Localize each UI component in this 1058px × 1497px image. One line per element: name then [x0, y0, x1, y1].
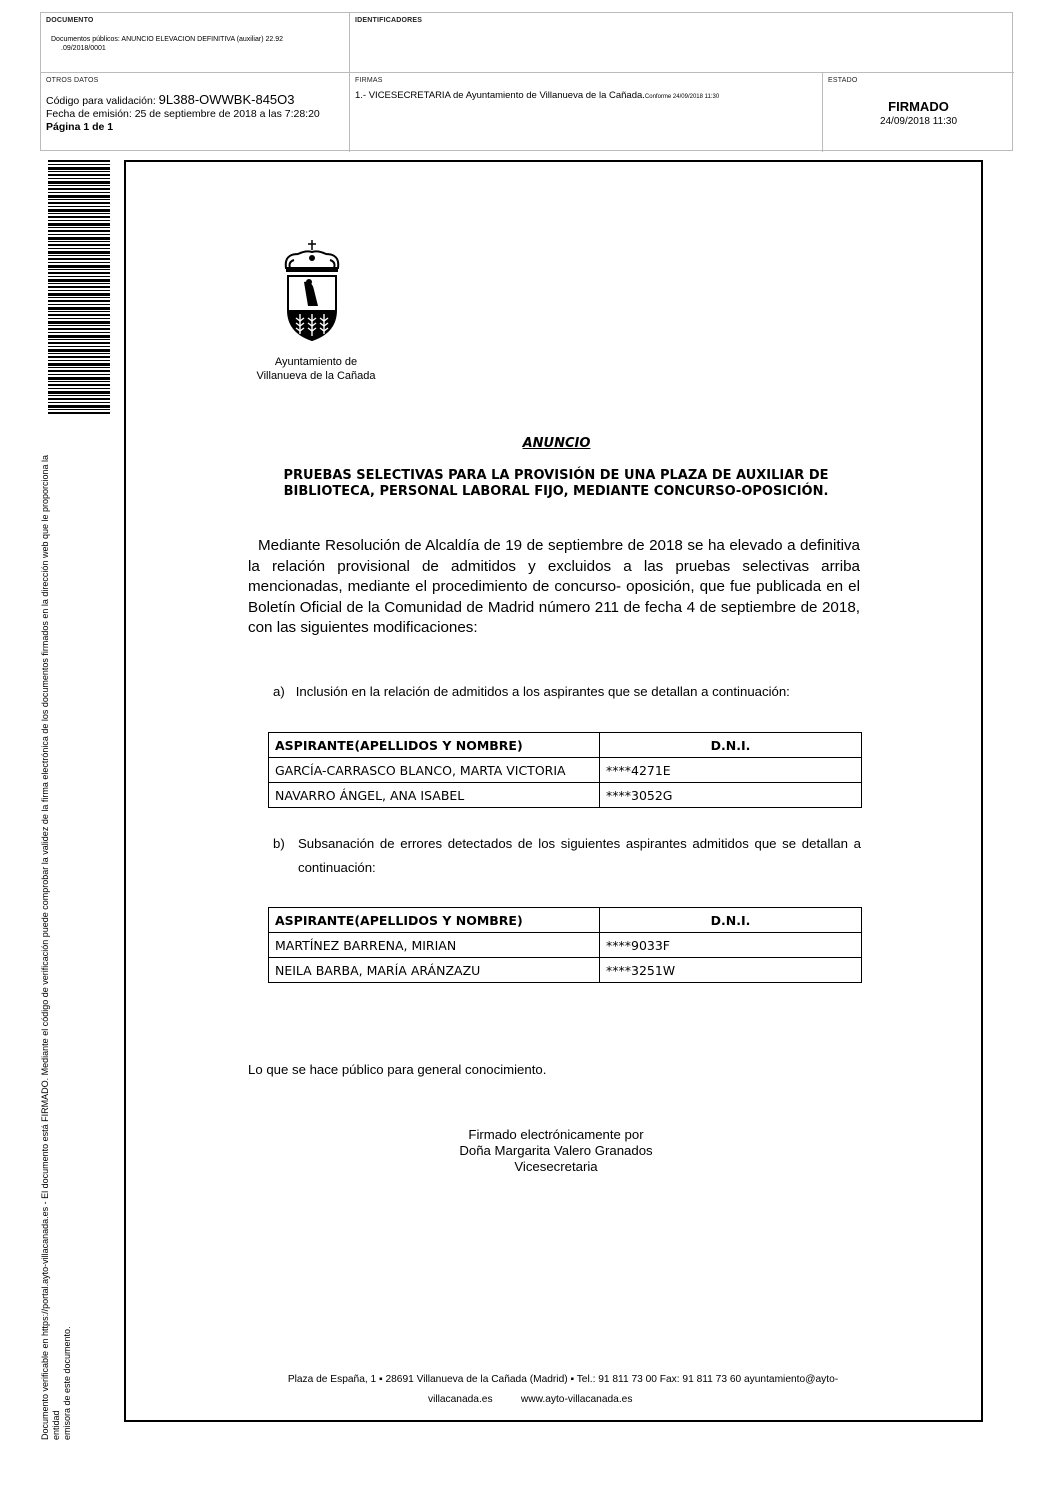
coat-of-arms-icon — [276, 240, 356, 350]
column-header: ASPIRANTE(APELLIDOS Y NOMBRE) — [269, 908, 600, 933]
table-cell: NAVARRO ÁNGEL, ANA ISABEL — [269, 783, 600, 808]
list-item-b: b) Subsanación de errores detectados de los siguientes aspirantes admitidos que se detallan a continuación: — [273, 836, 861, 875]
table-row — [269, 783, 862, 808]
estado-label: ESTADO — [828, 77, 858, 84]
table-cell: MARTÍNEZ BARRENA, MIRIAN — [269, 933, 600, 958]
estado-cell — [823, 73, 1014, 152]
firma-entry: 1.- VICESECRETARIA de Ayuntamiento de Villanueva de la Cañada.Conforme 24/09/2018 11:30 — [355, 90, 720, 101]
subtitle: PRUEBAS SELECTIVAS PARA LA PROVISIÓN DE UNA PLAZA DE AUXILIAR DE BIBLIOTECA, PERSONAL LABORAL FIJO, MEDIANTE CONCURSO-OPOSICIÓN. — [283, 468, 829, 499]
table-row — [269, 758, 862, 783]
column-header: D.N.I. — [600, 908, 862, 933]
page-title: ANUNCIO — [522, 436, 591, 451]
table-cell: ****4271E — [600, 758, 862, 783]
documento-cell — [41, 13, 350, 73]
body-paragraph: Mediante Resolución de Alcaldía de 19 de septiembre de 2018 se ha elevado a definitiva la relación provisional de admitidos y excluidos a las pruebas selectivas arriba mencionadas, mediante el procedimiento de concurso- oposición, que fue publicada en el Boletín Oficial de la Comunidad de Madrid número 211 de fecha 4 de septiembre de 2018, con las siguientes modificaciones: — [248, 537, 860, 636]
table-cell: ****9033F — [600, 933, 862, 958]
page-footer: Plaza de España, 1 ▪ 28691 Villanueva de la Cañada (Madrid) ▪ Tel.: 91 811 73 00 Fax: 91 811 73 60 ayuntamiento@ayto- villacanada.es www.ayto-villacanada.es — [287, 1374, 839, 1405]
table-row — [269, 933, 862, 958]
verification-side-text: Documento verificable en https://portal.ayto-villacanada.es - El documento está FIRMADO. Mediante el código de verificación puede comprobar la validez de la firma electrónica de los documentos firmados en la dirección web que le proporciona la entidad emisora de este documento. — [40, 454, 72, 1440]
estado-date: 24/09/2018 11:30 — [879, 116, 958, 127]
municipality-logo-text: Ayuntamiento de Villanueva de la Cañada — [256, 356, 376, 382]
column-header: D.N.I. — [600, 733, 862, 758]
otros-datos-cell — [41, 73, 350, 152]
table-cell: ****3052G — [600, 783, 862, 808]
documento-label: DOCUMENTO — [46, 17, 94, 24]
list-item-a: a) Inclusión en la relación de admitidos a los aspirantes que se detallan a continuación: — [273, 684, 790, 699]
document-page — [124, 160, 983, 1422]
table-cell: NEILA BARBA, MARÍA ARÁNZAZU — [269, 958, 600, 983]
column-header: ASPIRANTE(APELLIDOS Y NOMBRE) — [269, 733, 600, 758]
admitted-table — [268, 732, 862, 808]
barcode — [48, 160, 110, 414]
otros-datos-label: OTROS DATOS — [46, 77, 99, 84]
firmas-label: FIRMAS — [355, 77, 383, 84]
corrections-table — [268, 907, 862, 983]
closing-text: Lo que se hace público para general conocimiento. — [248, 1062, 547, 1077]
table-header-row — [269, 908, 862, 933]
table-header-row — [269, 733, 862, 758]
identificadores-label: IDENTIFICADORES — [355, 17, 423, 24]
signature-header — [40, 12, 1013, 151]
identificadores-cell — [350, 13, 1014, 73]
estado-value: FIRMADO — [888, 99, 949, 114]
fecha-emision: Fecha de emisión: 25 de septiembre de 2018 a las 7:28:20 — [46, 108, 320, 120]
documento-value: Documentos públicos: ANUNCIO ELEVACION DEFINITIVA (auxiliar) 22.92 .09/2018/0001 — [51, 36, 283, 52]
firmas-cell — [350, 73, 823, 152]
signature-block: Firmado electrónicamente por Doña Margarita Valero Granados Vicesecretaria — [459, 1127, 653, 1174]
validation-code[interactable]: Código para validación: 9L388-OWWBK-845O3 — [46, 92, 295, 107]
page-count: Página 1 de 1 — [46, 121, 114, 133]
table-cell: ****3251W — [600, 958, 862, 983]
table-row — [269, 958, 862, 983]
table-cell: GARCÍA-CARRASCO BLANCO, MARTA VICTORIA — [269, 758, 600, 783]
